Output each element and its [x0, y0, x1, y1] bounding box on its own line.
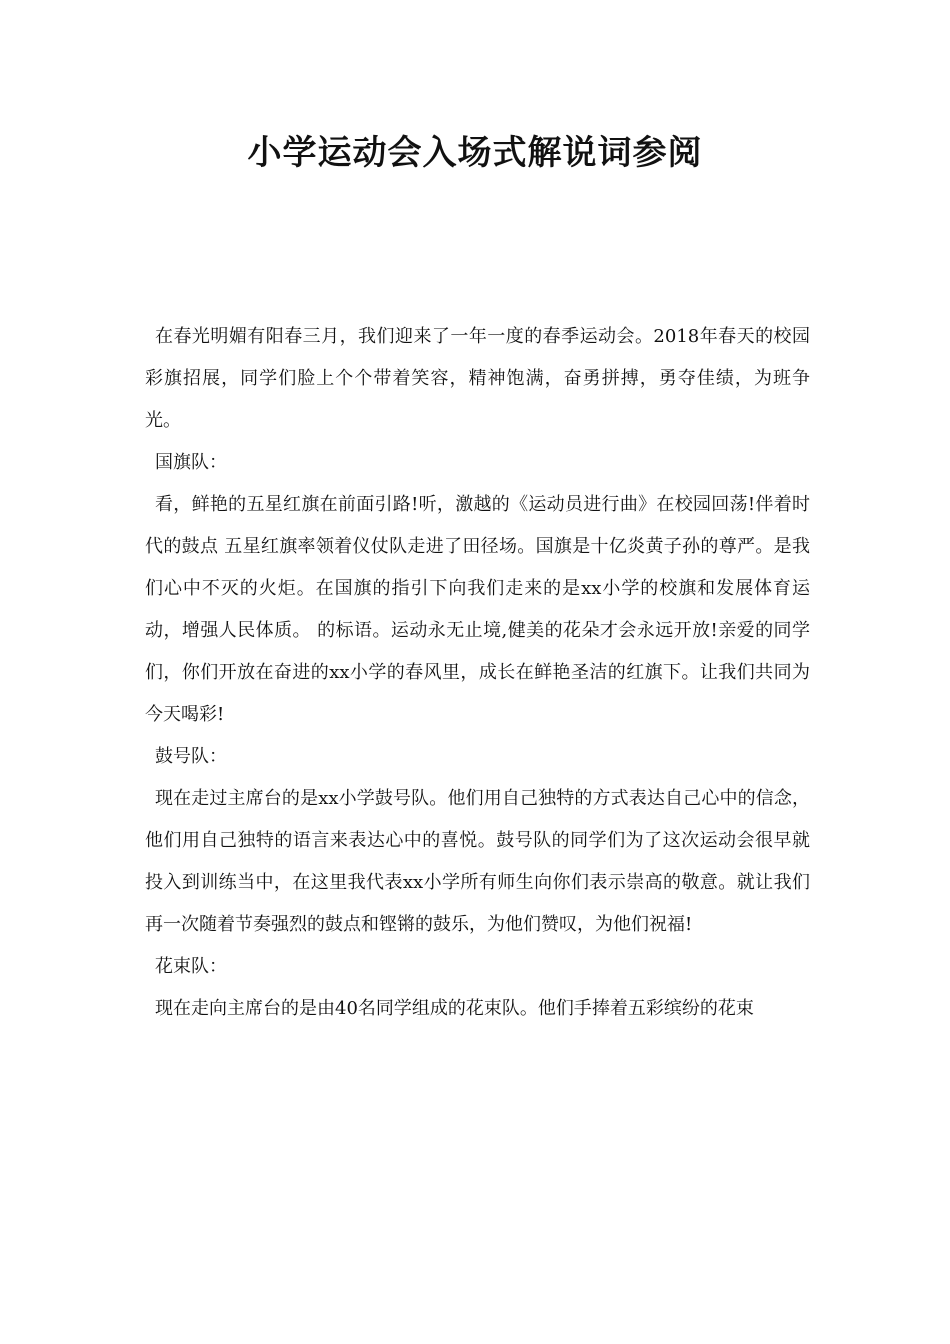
section-heading-flower-team: 花束队： — [155, 956, 227, 977]
paragraph-flower-team: 现在走向主席台的是由40名同学组成的花束队。他们手捧着五彩缤纷的花束 — [155, 998, 754, 1019]
paragraph-drum-team: 现在走过主席台的是xx小学鼓号队。他们用自己独特的方式表达自己心中的信念，他们用自己独特的语言来表达心中的喜悦。鼓号队的同学们为了这次运动会很早就投入到训练当中，在这里我代表xx小学所有师生向你们表示崇高的敬意。就让我们再一次随着节奏强烈的鼓点和铿锵的鼓乐，为他们赞叹，为他们祝福! — [145, 788, 810, 935]
section-heading-drum-team: 鼓号队： — [155, 746, 227, 767]
document-body — [145, 316, 810, 1030]
document-title: 小学运动会入场式解说词参阅 — [247, 133, 703, 173]
paragraph-flag-team: 看，鲜艳的五星红旗在前面引路!听，激越的《运动员进行曲》在校园回荡!伴着时代的鼓点 五星红旗率领着仪仗队走进了田径场。国旗是十亿炎黄子孙的尊严。是我们心中不灭的火炬。在国旗的指引下向我们走来的是xx小学的校旗和发展体育运动，增强人民体质。 的标语。运动永无止境,健美的花朵才会永远开放!亲爱的同学们，你们开放在奋进的xx小学的春风里，成长在鲜艳圣洁的红旗下。让我们共同为今天喝彩! — [145, 494, 810, 725]
section-heading-flag-team: 国旗队： — [155, 452, 227, 473]
paragraph-intro: 在春光明媚有阳春三月，我们迎来了一年一度的春季运动会。2018年春天的校园彩旗招展，同学们脸上个个带着笑容，精神饱满，奋勇拼搏，勇夺佳绩，为班争光。 — [145, 326, 810, 431]
